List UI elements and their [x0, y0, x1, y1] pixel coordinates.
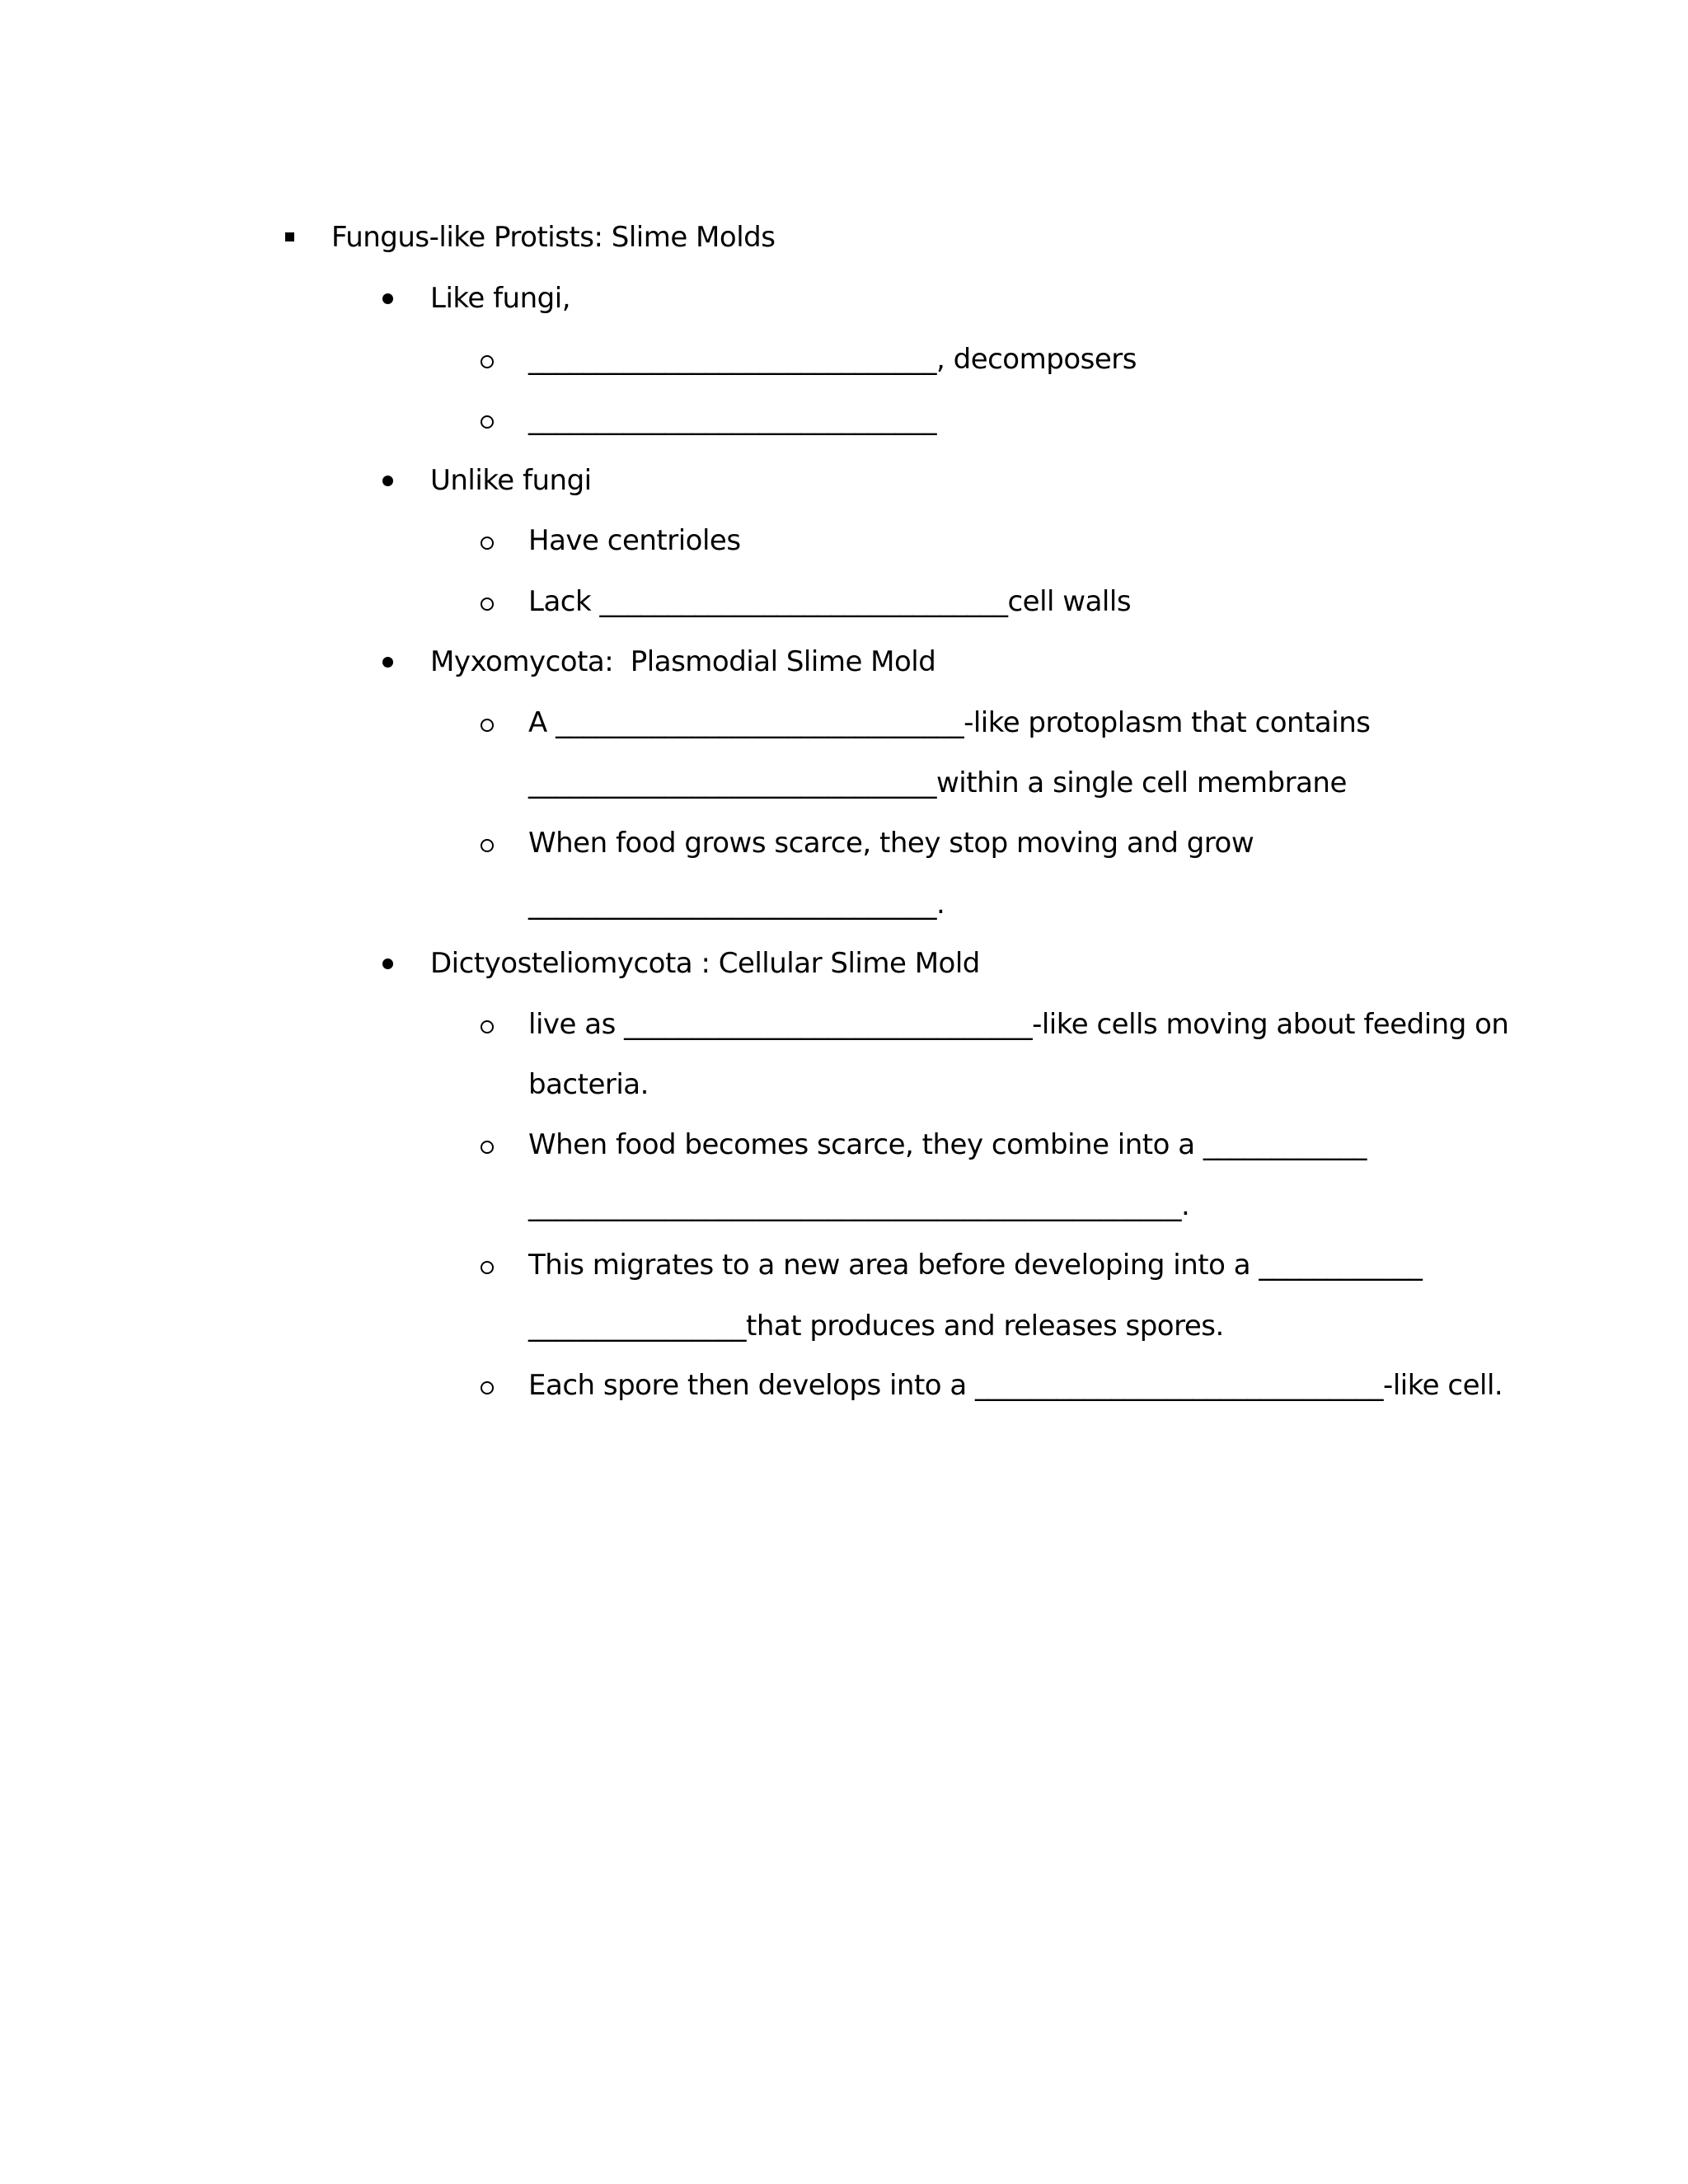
section-heading: Fungus-like Protists: Slime Molds [331, 221, 776, 254]
circle-bullet-icon [481, 537, 494, 550]
fill-in-blank: ________________that produces and releases spores. [528, 1310, 1224, 1343]
circle-bullet-icon [481, 839, 494, 852]
list-item-myxomycota: Myxomycota: Plasmodial Slime Mold [430, 645, 936, 678]
fill-in-blank: Lack ______________________________cell walls [528, 585, 1132, 618]
circle-bullet-icon [481, 1141, 494, 1154]
list-item: Have centrioles [528, 524, 741, 557]
list-item-continuation: bacteria. [528, 1068, 649, 1101]
circle-bullet-icon [481, 719, 494, 732]
fill-in-blank: live as ______________________________-like cells moving about feeding on [528, 1008, 1509, 1041]
circle-bullet-icon [481, 415, 494, 429]
circle-bullet-icon [481, 1020, 494, 1033]
bullet-dot-icon [382, 476, 393, 486]
bullet-dot-icon [382, 293, 393, 304]
fill-in-blank: Each spore then develops into a ______________________________-like cell. [528, 1369, 1503, 1402]
fill-in-blank: ______________________________, decomposers [528, 343, 1137, 376]
bullet-dot-icon [382, 958, 393, 969]
list-item-unlike-fungi: Unlike fungi [430, 464, 592, 497]
circle-bullet-icon [481, 598, 494, 611]
list-item: When food grows scarce, they stop moving and grow [528, 827, 1254, 860]
circle-bullet-icon [481, 1261, 494, 1274]
circle-bullet-icon [481, 1381, 494, 1394]
fill-in-blank: A ______________________________-like protoplasm that contains [528, 706, 1371, 739]
fill-in-blank: When food becomes scarce, they combine into a ____________ [528, 1128, 1367, 1161]
fill-in-blank: ______________________________ [528, 403, 936, 436]
list-item-dictyosteliomycota: Dictyosteliomycota : Cellular Slime Mold [430, 947, 980, 980]
fill-in-blank: ______________________________. [528, 888, 945, 921]
fill-in-blank: ________________________________________________. [528, 1189, 1190, 1222]
fill-in-blank: This migrates to a new area before developing into a ____________ [528, 1249, 1423, 1282]
square-bullet-icon [285, 232, 294, 241]
bullet-dot-icon [382, 657, 393, 668]
fill-in-blank: ______________________________within a single cell membrane [528, 766, 1347, 799]
circle-bullet-icon [481, 355, 494, 368]
list-item-like-fungi: Like fungi, [430, 282, 570, 315]
